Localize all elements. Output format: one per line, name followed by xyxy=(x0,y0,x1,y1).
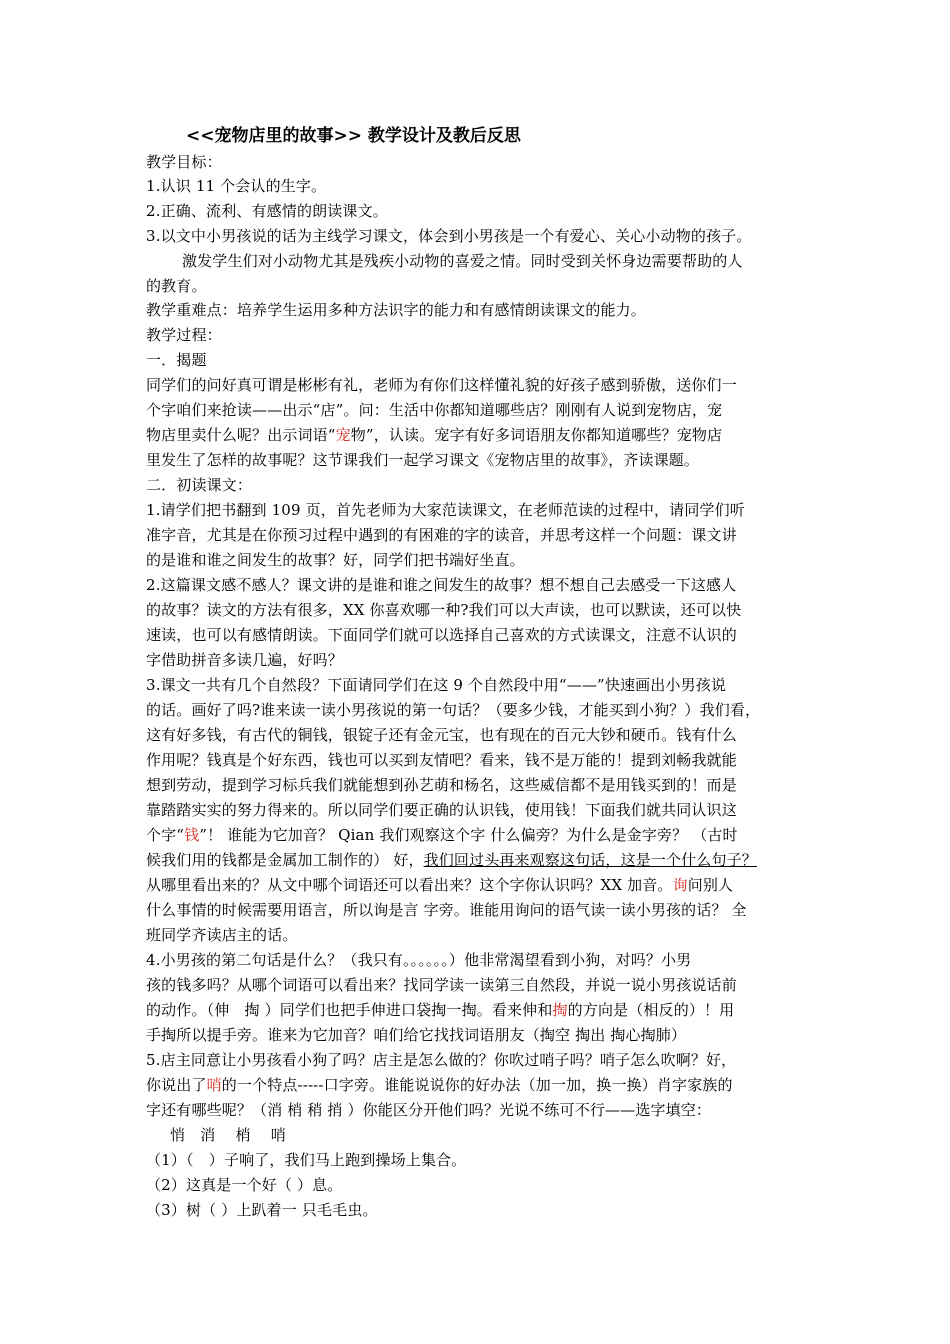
underlined-text: 我们回过头再来观察这句话，这是一个什么句子？ xyxy=(423,851,757,869)
text-segment: 的方向是（相反的）！用 xyxy=(567,1001,735,1019)
exercise-item-2: （2）这真是一个好（ ）息。 xyxy=(146,1176,343,1194)
paragraph-line: 靠踏踏实实的努力得来的。所以同学们要正确的认识钱，使用钱！下面我们就共同认识这 xyxy=(146,801,737,819)
objective-3-cont: 的教育。 xyxy=(146,277,207,295)
text-segment: 从哪里看出来的？从文中哪个词语还可以看出来？这个字你认识吗？XX 加音。 xyxy=(146,876,673,894)
highlighted-char: 掏 xyxy=(552,1001,568,1019)
step-1-heading: 一．揭题 xyxy=(146,351,207,369)
text-segment: 的动作。（伸 掏 ）同学们也把手伸进口袋掏一掏。看来伸和 xyxy=(146,1001,553,1019)
paragraph-line: 的故事？读文的方法有很多，XX 你喜欢哪一种?我们可以大声读，也可以默读，还可以快 xyxy=(146,601,742,619)
paragraph-line: 2.这篇课文感不感人？课文讲的是谁和谁之间发生的故事？想不想自己去感受一下这感人 xyxy=(146,576,737,594)
paragraph-line xyxy=(146,1073,733,1097)
text-segment: 的一个特点-----口字旁。谁能说说你的好办法（加一加，换一换）肖字家族的 xyxy=(221,1076,733,1094)
highlighted-char: 哨 xyxy=(206,1076,222,1094)
paragraph-line: 里发生了怎样的故事呢？这节课我们一起学习课文《宠物店里的故事》，齐读课题。 xyxy=(146,451,700,469)
paragraph-line: 个字咱们来抢读——出示“店”。问：生活中你都知道哪些店？刚刚有人说到宠物店，宠 xyxy=(146,401,723,419)
paragraph-line: 孩的钱多吗？从哪个词语可以看出来？找同学读一读第三自然段，并说一说小男孩说话前 xyxy=(146,976,737,994)
text-segment: 候我们用的钱都是金属加工制作的） 好， xyxy=(146,851,424,869)
key-difficulties: 教学重难点：培养学生运用多种方法识字的能力和有感情朗读课文的能力。 xyxy=(146,301,646,319)
paragraph-line: 作用呢？钱真是个好东西，钱也可以买到友情吧？看来，钱不是万能的！提到刘畅我就能 xyxy=(146,751,737,769)
objective-3: 3.以文中小男孩说的话为主线学习课文，体会到小男孩是一个有爱心、关心小动物的孩子。 xyxy=(146,227,752,245)
text-segment: 你说出了 xyxy=(146,1076,207,1094)
exercise-item-3: （3）树（ ）上趴着一 只毛毛虫。 xyxy=(146,1201,378,1219)
paragraph-line: 的是谁和谁之间发生的故事？好，同学们把书端好坐直。 xyxy=(146,551,525,569)
text-segment: 个字“ xyxy=(146,826,185,844)
highlighted-char: 询 xyxy=(672,876,688,894)
paragraph-line: 速读，也可以有感情朗读。下面同学们就可以选择自己喜欢的方式读课文，注意不认识的 xyxy=(146,626,737,644)
paragraph-line: 字还有哪些呢？（消 梢 稍 捎 ）你能区分开他们吗？光说不练可不行——选字填空： xyxy=(146,1101,712,1119)
paragraph-line: 3.课文一共有几个自然段？下面请同学们在这 9 个自然段中用“——”快速画出小男孩说 xyxy=(146,676,727,694)
paragraph-line xyxy=(146,423,722,447)
objective-3-cont: 激发学生们对小动物尤其是残疾小动物的喜爱之情。同时受到关怀身边需要帮助的人 xyxy=(182,252,743,270)
paragraph-line xyxy=(146,998,734,1022)
text-segment: 物店里卖什么呢？出示词语“ xyxy=(146,426,336,444)
text-segment: 物”，认读。宠字有好多词语朋友你都知道哪些？宠物店 xyxy=(350,426,723,444)
paragraph-line xyxy=(146,823,738,847)
paragraph-line xyxy=(146,848,757,872)
paragraph-line: 的话。画好了吗?谁来读一读小男孩说的第一句话？（要多少钱，才能买到小狗？）我们看， xyxy=(146,701,761,719)
section-heading-process: 教学过程： xyxy=(146,326,222,344)
paragraph-line: 字借助拼音多读几遍，好吗？ xyxy=(146,651,343,669)
paragraph-line: 这有好多钱，有古代的铜钱，银锭子还有金元宝，也有现在的百元大钞和硬币。钱有什么 xyxy=(146,726,737,744)
text-segment: ”！ 谁能为它加音？ Qian 我们观察这个字 什么偏旁？为什么是金字旁？ （古时 xyxy=(199,826,738,844)
paragraph-line: 同学们的问好真可谓是彬彬有礼，老师为有你们这样懂礼貌的好孩子感到骄傲，送你们一 xyxy=(146,376,737,394)
highlighted-char: 宠 xyxy=(335,426,351,444)
step-2-heading: 二．初读课文： xyxy=(146,476,253,494)
character-options: 悄 消 梢 哨 xyxy=(170,1126,286,1144)
paragraph-line: 班同学齐读店主的话。 xyxy=(146,926,298,944)
paragraph-line: 4.小男孩的第二句话是什么？（我只有。。。。。。）他非常渴望看到小狗，对吗？小男 xyxy=(146,951,692,969)
objective-1: 1.认识 11 个会认的生字。 xyxy=(146,177,327,195)
document-title: <<宠物店里的故事>> 教学设计及教后反思 xyxy=(186,126,521,146)
paragraph-line: 准字音，尤其是在你预习过程中遇到的有困难的字的读音，并思考这样一个问题：课文讲 xyxy=(146,526,737,544)
paragraph-line: 想到劳动，提到学习标兵我们就能想到孙艺萌和杨名，这些威信都不是用钱买到的！而是 xyxy=(146,776,737,794)
objective-2: 2.正确、流利、有感情的朗读课文。 xyxy=(146,202,388,220)
paragraph-line: 5.店主同意让小男孩看小狗了吗？店主是怎么做的？你吹过哨子吗？哨子怎么吹啊？好， xyxy=(146,1051,737,1069)
text-segment: 问别人 xyxy=(687,876,734,894)
paragraph-line: 手掏所以提手旁。谁来为它加音？咱们给它找找词语朋友（掏空 掏出 掏心掏肺） xyxy=(146,1026,687,1044)
exercise-item-1: （1）（ ）子响了，我们马上跑到操场上集合。 xyxy=(146,1151,467,1169)
highlighted-char: 钱 xyxy=(184,826,200,844)
section-heading-objectives: 教学目标： xyxy=(146,153,222,171)
paragraph-line xyxy=(146,873,733,897)
paragraph-line: 什么事情的时候需要用语言，所以询是言 字旁。谁能用询问的语气读一读小男孩的话？ 全 xyxy=(146,901,747,919)
paragraph-line: 1.请学们把书翻到 109 页，首先老师为大家范读课文，在老师范读的过程中，请同学们听 xyxy=(146,501,745,519)
